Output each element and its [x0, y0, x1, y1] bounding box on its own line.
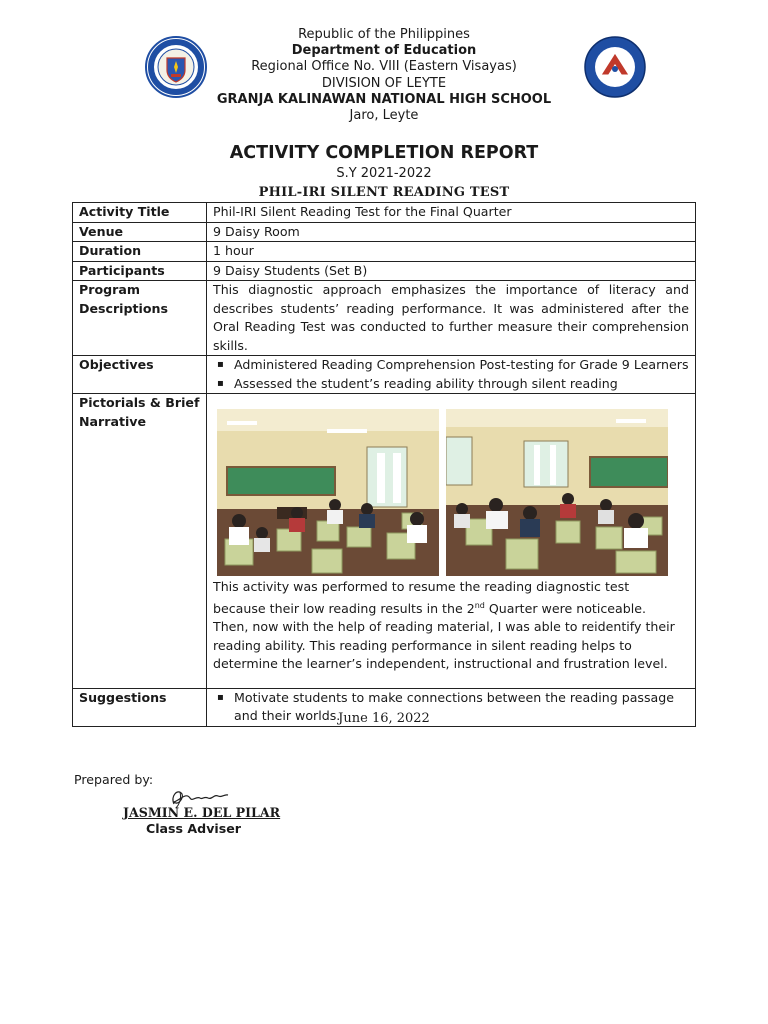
program-value: This diagnostic approach emphasizes the importance of literacy and describes students’ reading performance. It was administered after the Oral Reading Test was conducted to further measure their comprehension skills.	[207, 281, 696, 356]
participants-value: 9 Daisy Students (Set B)	[207, 261, 696, 281]
objectives-label: Objectives	[73, 356, 207, 394]
venue-label: Venue	[73, 222, 207, 242]
letterhead	[0, 27, 768, 124]
report-table	[72, 202, 696, 727]
region-line: Regional Office No. VIII (Eastern Visayas)	[251, 59, 517, 75]
venue-value: 9 Daisy Room	[207, 222, 696, 242]
objectives-list	[213, 356, 689, 393]
narrative-part1: This activity was performed to resume the reading diagnostic test because their low reading results in the 2	[213, 579, 630, 616]
row-activity-title	[73, 203, 696, 223]
objective-item: ▪ Assessed the student’s reading ability through silent reading	[234, 375, 689, 394]
activity-title-value: Phil-IRI Silent Reading Test for the Final Quarter	[207, 203, 696, 223]
school-location: Jaro, Leyte	[349, 108, 419, 124]
row-participants	[73, 261, 696, 281]
prepared-by-label: Prepared by:	[74, 772, 154, 787]
row-program-descriptions	[73, 281, 696, 356]
narrative-superscript: nd	[474, 600, 485, 610]
row-duration	[73, 242, 696, 262]
classroom-photo-1	[217, 409, 439, 576]
preparer-name: JASMIN E. DEL PILAR	[123, 805, 281, 820]
preparer-position: Class Adviser	[146, 821, 241, 836]
classroom-photo-2	[446, 409, 668, 576]
objective-item: ▪ Administered Reading Comprehension Post-testing for Grade 9 Learners	[234, 356, 689, 375]
report-subtitle: PHIL-IRI SILENT READING TEST	[258, 185, 510, 200]
school-name: GRANJA KALINAWAN NATIONAL HIGH SCHOOL	[216, 91, 552, 107]
pictorials-label: Pictorials & Brief Narrative	[73, 394, 207, 689]
pictorials-value	[207, 394, 696, 689]
row-pictorials	[73, 394, 696, 689]
objectives-value	[207, 356, 696, 394]
narrative-part2: Quarter were noticeable. Then, now with the help of reading material, I was able to reidentify their reading ability. This reading performance in silent reading helps to determine the learner’s independent, instructional and frustration level.	[213, 600, 675, 672]
row-venue	[73, 222, 696, 242]
narrative-text	[213, 576, 683, 688]
duration-label: Duration	[73, 242, 207, 262]
department-line: Department of Education	[291, 43, 477, 59]
school-year: S.Y 2021-2022	[336, 166, 432, 181]
republic-line: Republic of the Philippines	[298, 27, 470, 42]
photo-gallery	[213, 394, 689, 576]
suggestions-label: Suggestions	[73, 688, 207, 726]
suggestion-item: ▪ Motivate students to make connections between the reading passage and their worlds.	[234, 689, 689, 726]
division-line: DIVISION OF LEYTE	[321, 75, 447, 91]
report-title: ACTIVITY COMPLETION REPORT	[229, 143, 539, 163]
row-objectives	[73, 356, 696, 394]
participants-label: Participants	[73, 261, 207, 281]
program-label: Program Descriptions	[73, 281, 207, 356]
report-date: June 16, 2022	[338, 711, 430, 726]
activity-title-label: Activity Title	[73, 203, 207, 223]
duration-value: 1 hour	[207, 242, 696, 262]
